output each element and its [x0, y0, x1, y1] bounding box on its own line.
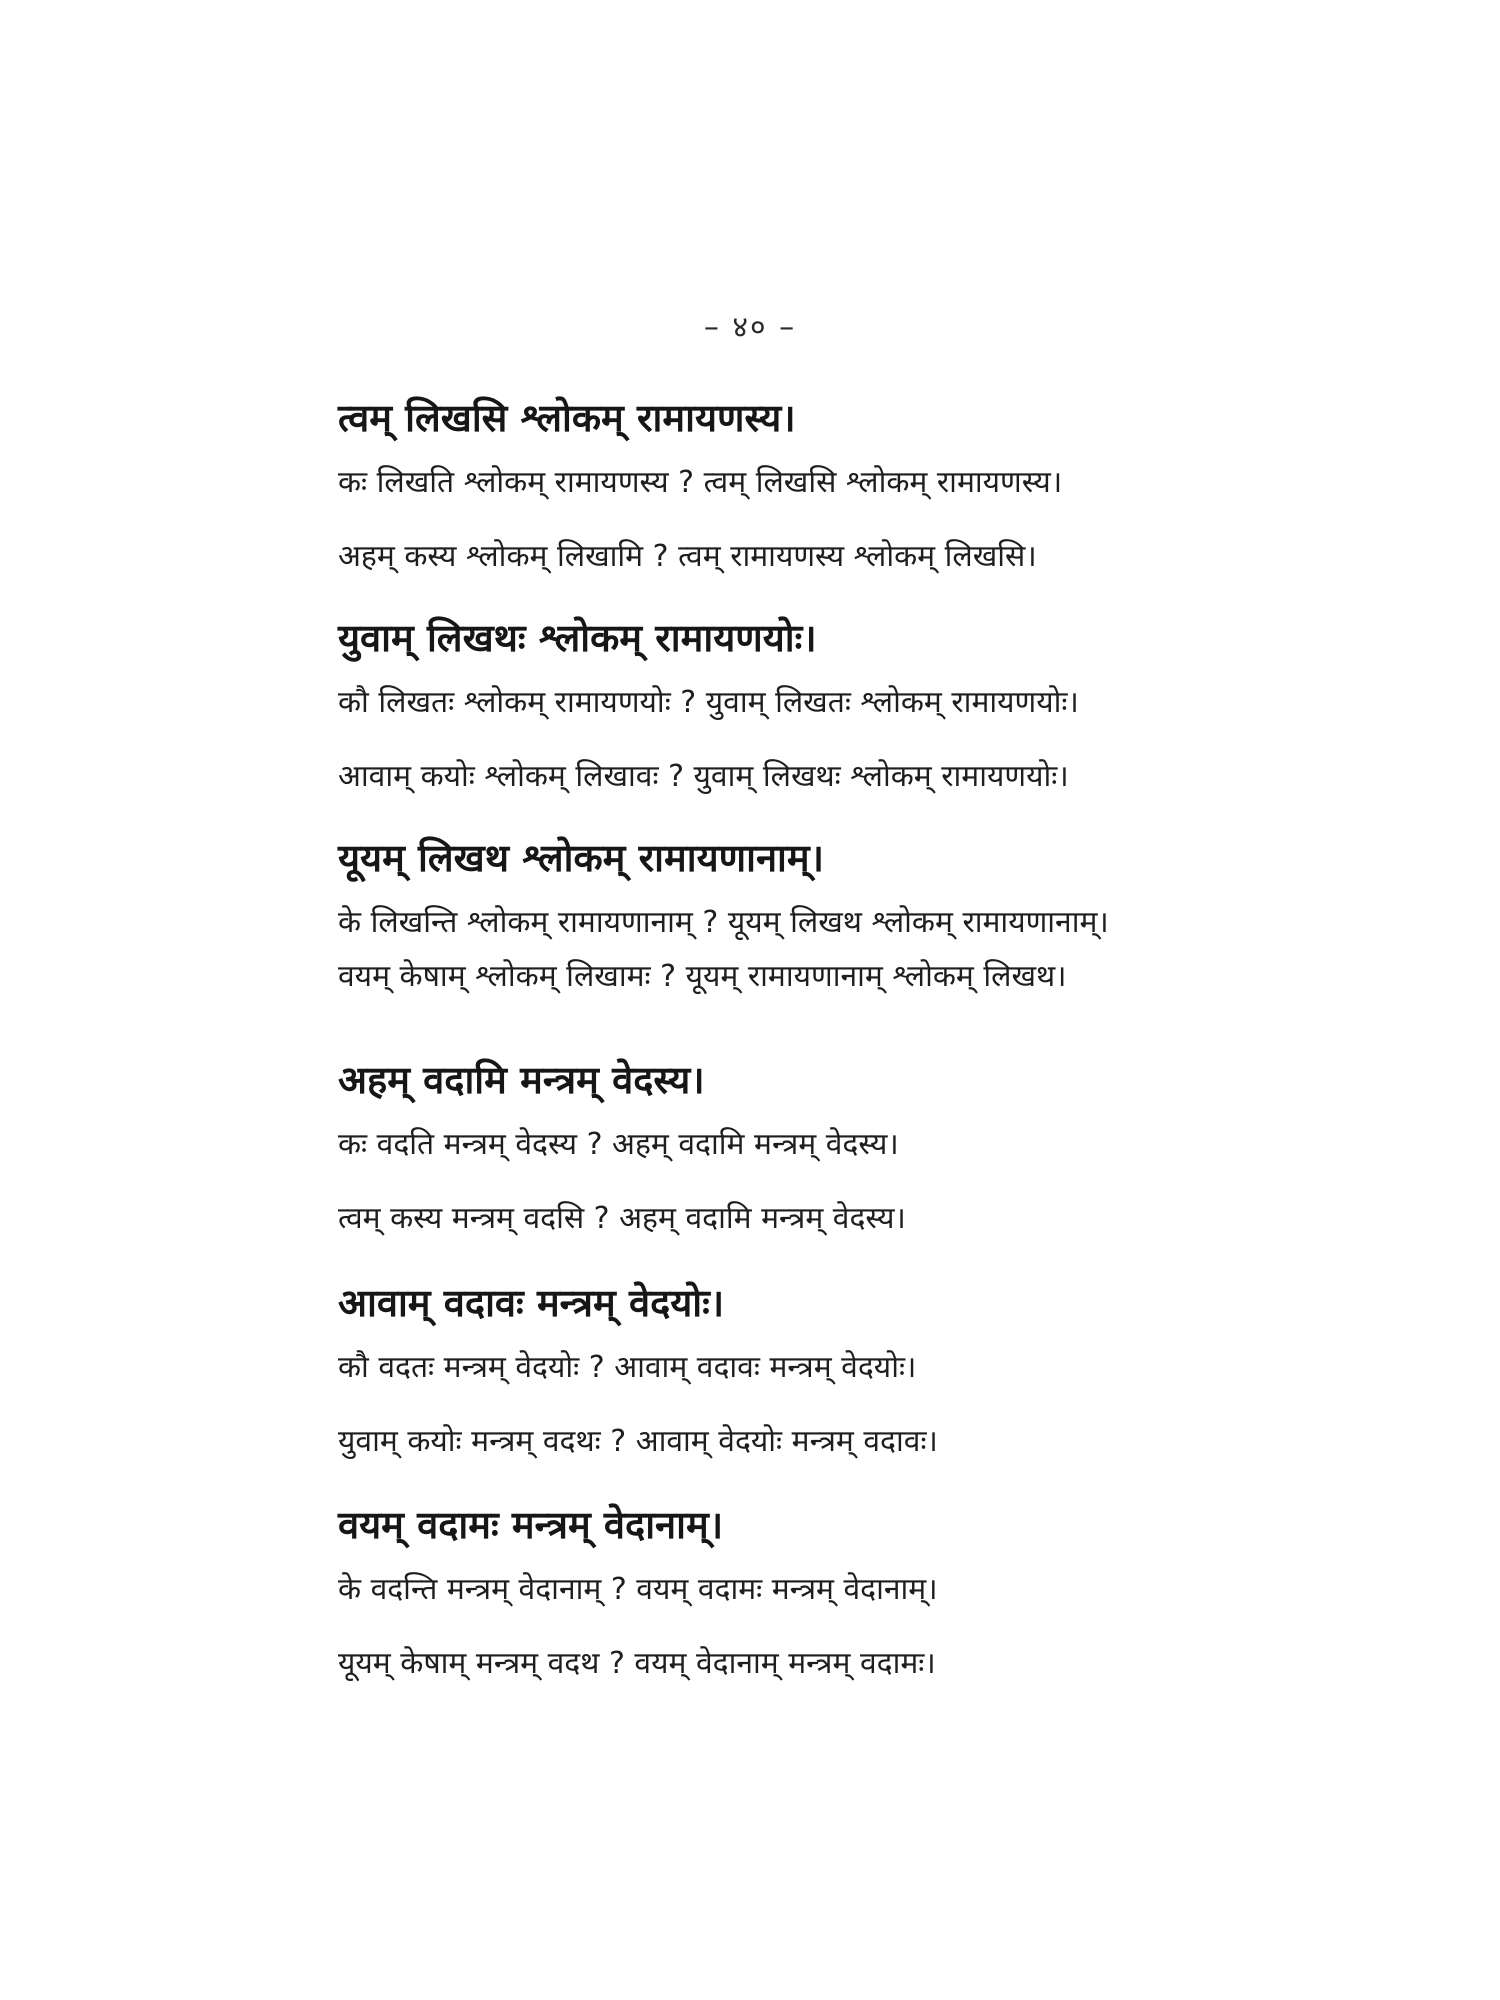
question-answer-line: त्वम् कस्य मन्त्रम् वदसि ? अहम् वदामि मन्त्रम् वेदस्य। [338, 1201, 906, 1236]
question-answer-line: यूयम् केषाम् मन्त्रम् वदथ ? वयम् वेदानाम् मन्त्रम् वदामः। [338, 1646, 936, 1681]
section-1 [338, 393, 1338, 577]
page-number: – ४० – [703, 310, 797, 345]
section-heading: अहम् वदामि मन्त्रम् वेदस्य। [338, 1058, 705, 1102]
section-heading: वयम् वदामः मन्त्रम् वेदानाम्। [338, 1503, 724, 1547]
section-heading: त्वम् लिखसि श्लोकम् रामायणस्य। [338, 396, 796, 440]
question-answer-line: के लिखन्ति श्लोकम् रामायणानाम् ? यूयम् लिखथ श्लोकम् रामायणानाम्। [338, 905, 1109, 940]
question-answer-line: कौ लिखतः श्लोकम् रामायणयोः ? युवाम् लिखतः श्लोकम् रामायणयोः। [338, 685, 1079, 720]
question-answer-line: युवाम् कयोः मन्त्रम् वदथः ? आवाम् वेदयोः मन्त्रम् वदावः। [338, 1424, 938, 1459]
section-6 [338, 1500, 1338, 1684]
question-answer-line: कः लिखति श्लोकम् रामायणस्य ? त्वम् लिखसि श्लोकम् रामायणस्य। [338, 465, 1063, 500]
question-answer-line: अहम् कस्य श्लोकम् लिखामि ? त्वम् रामायणस्य श्लोकम् लिखसि। [338, 539, 1037, 574]
section-2 [338, 613, 1338, 797]
section-4 [338, 1055, 1338, 1239]
section-3 [338, 833, 1338, 997]
question-answer-line: वयम् केषाम् श्लोकम् लिखामः ? यूयम् रामायणानाम् श्लोकम् लिखथ। [338, 959, 1067, 994]
question-answer-line: आवाम् कयोः श्लोकम् लिखावः ? युवाम् लिखथः श्लोकम् रामायणयोः। [338, 759, 1069, 794]
question-answer-line: कौ वदतः मन्त्रम् वेदयोः ? आवाम् वदावः मन्त्रम् वेदयोः। [338, 1350, 917, 1385]
question-answer-line: के वदन्ति मन्त्रम् वेदानाम् ? वयम् वदामः मन्त्रम् वेदानाम्। [338, 1572, 938, 1607]
section-heading: युवाम् लिखथः श्लोकम् रामायणयोः। [338, 616, 817, 660]
section-5 [338, 1278, 1338, 1462]
section-heading: यूयम् लिखथ श्लोकम् रामायणानाम्। [338, 836, 824, 880]
section-heading: आवाम् वदावः मन्त्रम् वेदयोः। [338, 1281, 725, 1325]
question-answer-line: कः वदति मन्त्रम् वेदस्य ? अहम् वदामि मन्त्रम् वेदस्य। [338, 1127, 899, 1162]
